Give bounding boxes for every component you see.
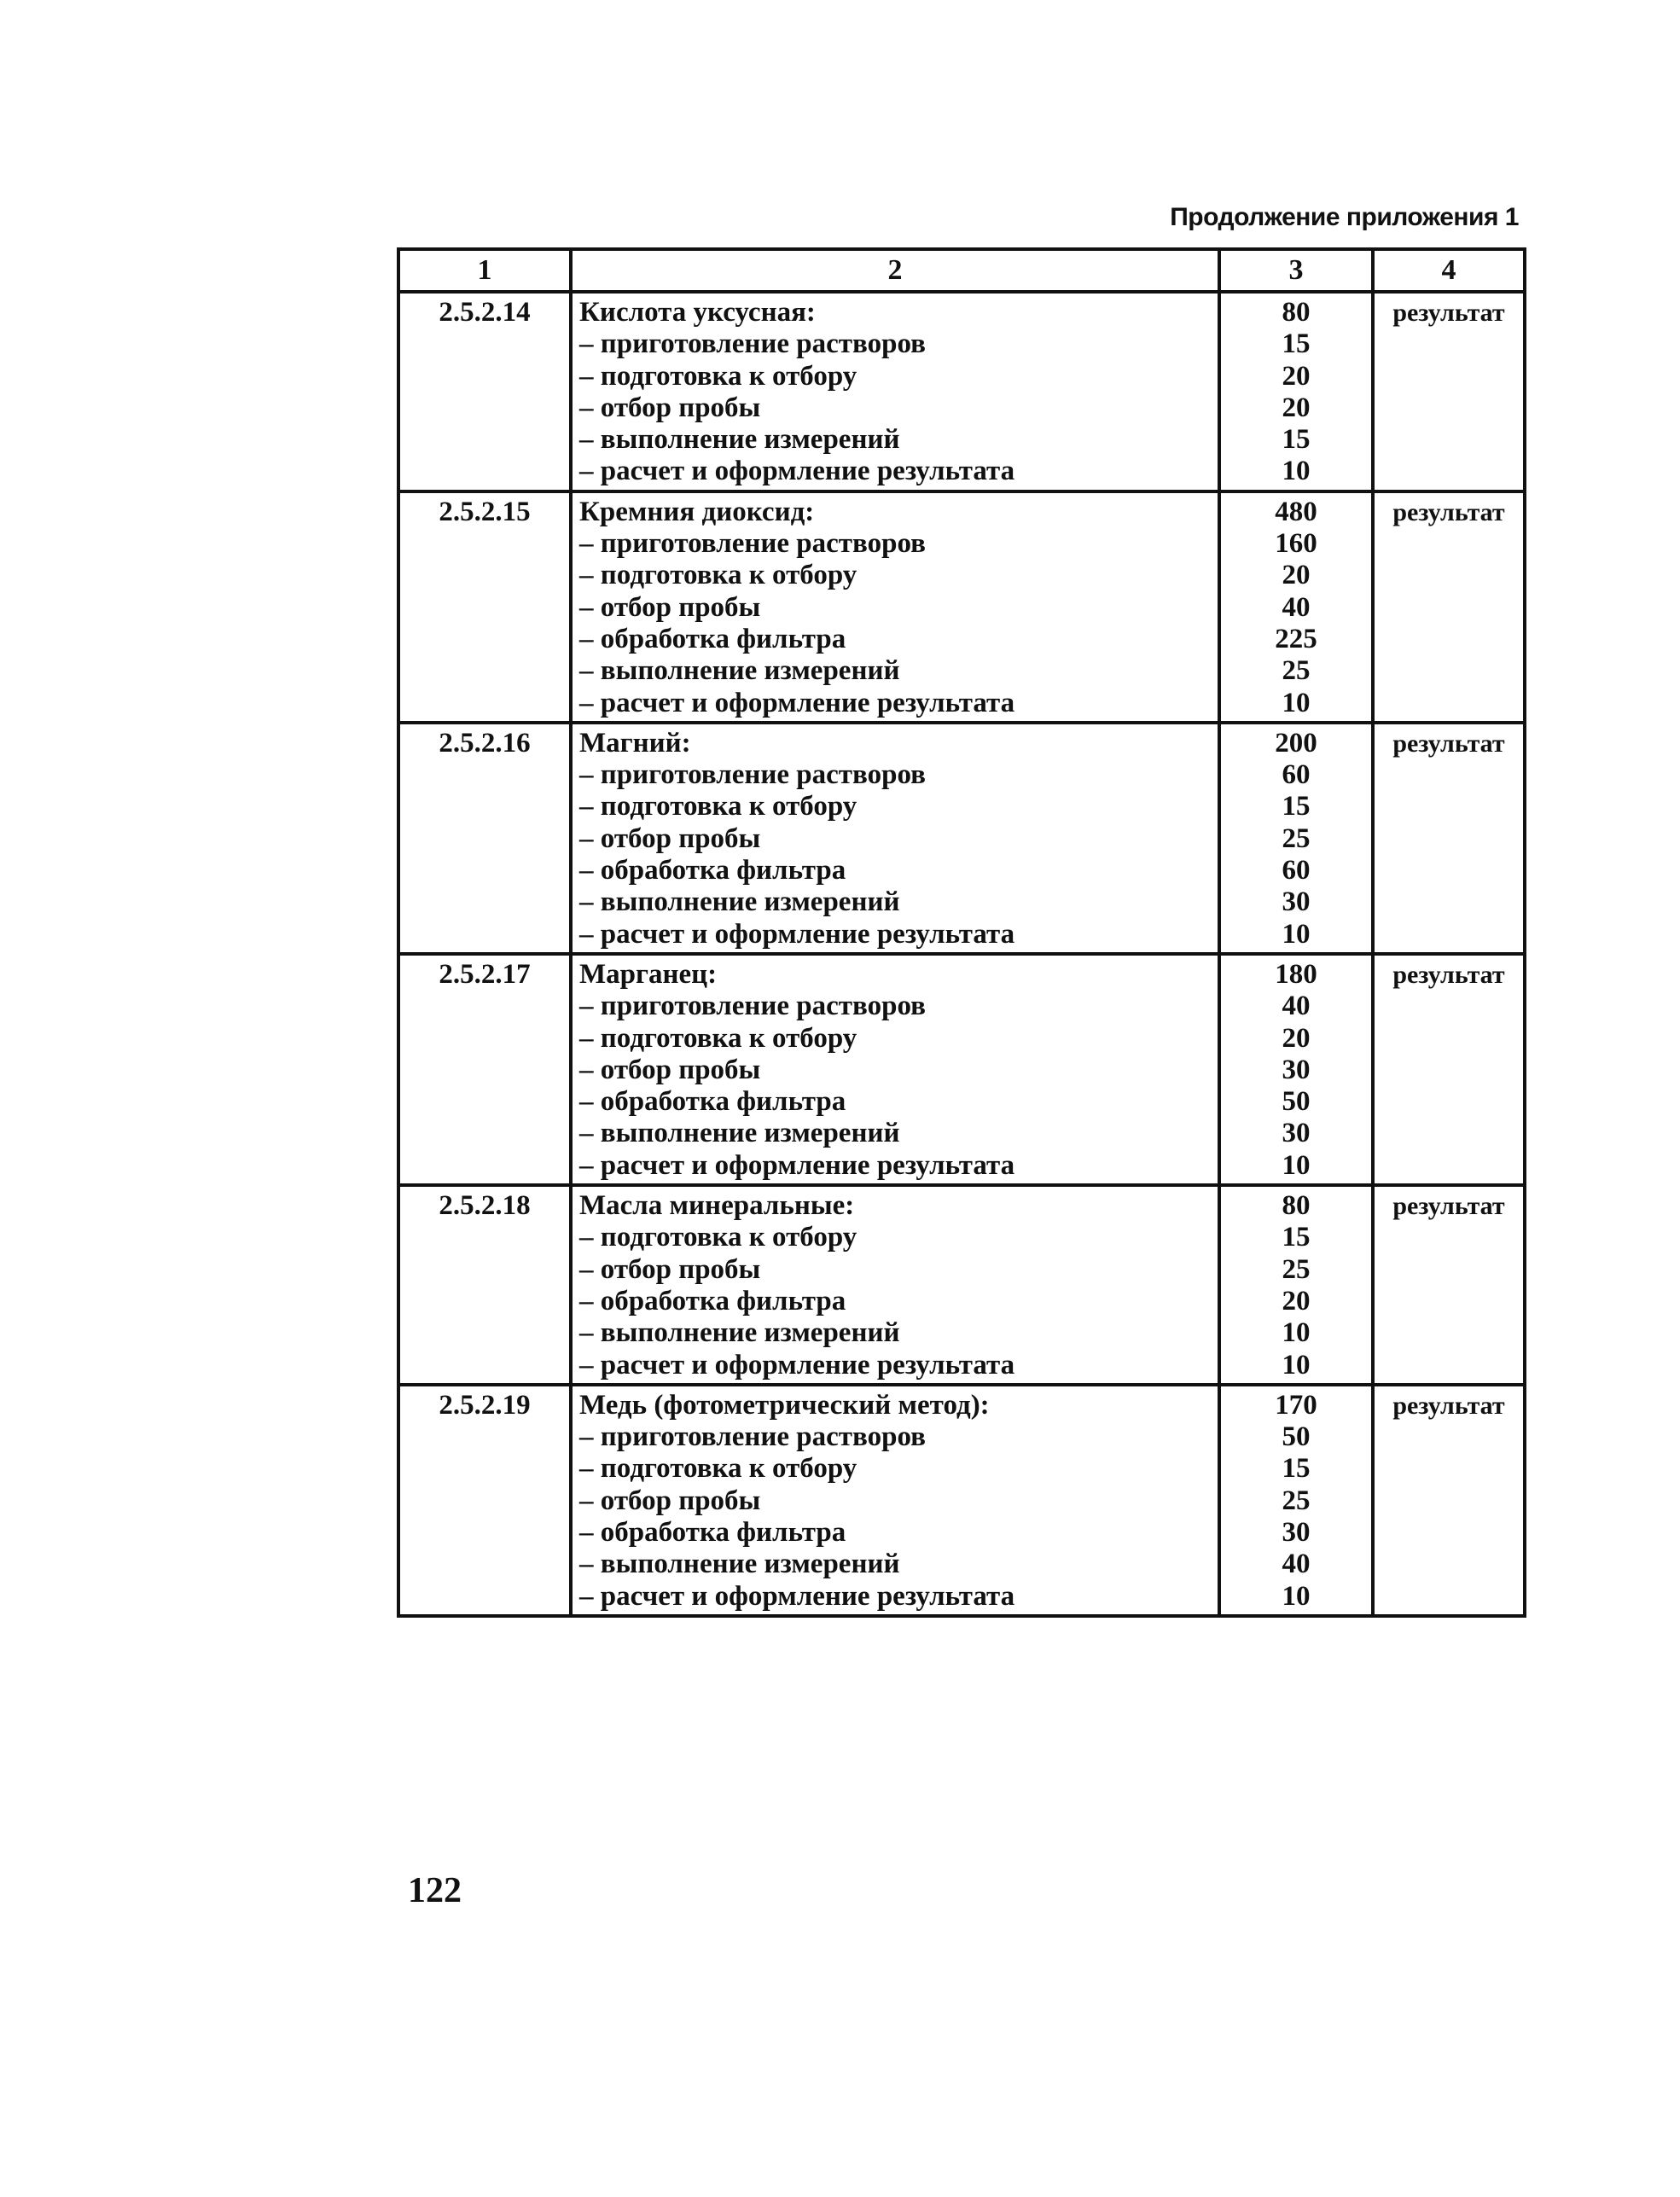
step-value: 25	[1282, 822, 1311, 854]
step-value: 50	[1282, 1086, 1311, 1118]
step-value: 20	[1282, 560, 1311, 591]
result-unit: результат	[1373, 1185, 1525, 1385]
step-value: 50	[1282, 1421, 1311, 1453]
table-row	[398, 1185, 1525, 1385]
step-value: 225	[1275, 623, 1317, 654]
step-value: 60	[1282, 855, 1311, 886]
step-name: – приготовление растворов	[579, 1421, 926, 1453]
step-name: – выполнение измерений	[579, 1118, 900, 1149]
column-header-4: 4	[1373, 249, 1525, 292]
column-header-2: 2	[571, 249, 1219, 292]
step-name: – выполнение измерений	[579, 1549, 900, 1580]
substance-title: Марганец:	[579, 958, 718, 990]
step-value: 10	[1282, 1149, 1311, 1181]
step-name: – расчет и оформление результата	[579, 687, 1015, 718]
step-value: 15	[1282, 1222, 1311, 1253]
table-row	[398, 954, 1525, 1185]
step-value: 15	[1282, 791, 1311, 822]
step-name: – выполнение измерений	[579, 424, 900, 456]
substance-title: Магний:	[579, 727, 691, 758]
operation-list	[571, 491, 1219, 723]
column-header-3: 3	[1219, 249, 1373, 292]
header-row	[398, 249, 1525, 292]
step-name: – приготовление растворов	[579, 991, 926, 1022]
step-name: – расчет и оформление результата	[579, 1349, 1015, 1380]
step-name: – выполнение измерений	[579, 1317, 900, 1349]
time-values	[1219, 1185, 1373, 1385]
item-code: 2.5.2.14	[398, 292, 571, 491]
item-code: 2.5.2.19	[398, 1385, 571, 1616]
step-value: 15	[1282, 1453, 1311, 1485]
substance-title: Масла минеральные:	[579, 1190, 855, 1222]
table-body	[398, 292, 1525, 1616]
step-name: – расчет и оформление результата	[579, 456, 1015, 487]
step-name: – расчет и оформление результата	[579, 1580, 1015, 1612]
step-name: – обработка фильтра	[579, 1516, 846, 1548]
step-value: 10	[1282, 1317, 1311, 1349]
step-name: – подготовка к отбору	[579, 1222, 857, 1253]
operation-list	[571, 723, 1219, 954]
step-value: 25	[1282, 1485, 1311, 1516]
step-value: 60	[1282, 759, 1311, 791]
total-value: 200	[1275, 727, 1317, 758]
step-value: 10	[1282, 1349, 1311, 1380]
step-name: – подготовка к отбору	[579, 360, 857, 392]
step-value: 30	[1282, 1516, 1311, 1548]
step-value: 15	[1282, 328, 1311, 360]
step-value: 20	[1282, 360, 1311, 392]
step-value: 20	[1282, 1022, 1311, 1054]
step-name: – отбор пробы	[579, 1054, 761, 1085]
step-name: – обработка фильтра	[579, 1285, 846, 1316]
time-values	[1219, 292, 1373, 491]
item-code: 2.5.2.15	[398, 491, 571, 723]
appendix-caption: Продолжение приложения 1	[1170, 203, 1519, 231]
step-value: 40	[1282, 591, 1311, 623]
step-value: 10	[1282, 456, 1311, 487]
result-unit: результат	[1373, 1385, 1525, 1616]
step-value: 20	[1282, 392, 1311, 423]
step-value: 40	[1282, 1549, 1311, 1580]
step-value: 10	[1282, 1580, 1311, 1612]
step-value: 160	[1275, 528, 1317, 560]
step-name: – подготовка к отбору	[579, 1453, 857, 1485]
substance-title: Медь (фотометрический метод):	[579, 1389, 990, 1421]
step-name: – подготовка к отбору	[579, 791, 857, 822]
step-name: – выполнение измерений	[579, 655, 900, 687]
operation-list	[571, 292, 1219, 491]
step-name: – отбор пробы	[579, 591, 761, 623]
step-value: 15	[1282, 424, 1311, 456]
time-values	[1219, 723, 1373, 954]
step-name: – отбор пробы	[579, 822, 761, 854]
step-name: – обработка фильтра	[579, 855, 846, 886]
step-name: – обработка фильтра	[579, 1086, 846, 1118]
step-value: 25	[1282, 1253, 1311, 1285]
step-value: 40	[1282, 991, 1311, 1022]
page-number: 122	[408, 1871, 462, 1910]
operation-list	[571, 1385, 1219, 1616]
result-unit: результат	[1373, 491, 1525, 723]
item-code: 2.5.2.18	[398, 1185, 571, 1385]
step-name: – выполнение измерений	[579, 886, 900, 918]
total-value: 180	[1275, 958, 1317, 990]
time-values	[1219, 1385, 1373, 1616]
step-value: 10	[1282, 918, 1311, 950]
step-value: 30	[1282, 1054, 1311, 1085]
total-value: 80	[1282, 1190, 1311, 1222]
step-value: 30	[1282, 1118, 1311, 1149]
time-values	[1219, 954, 1373, 1185]
step-name: – подготовка к отбору	[579, 1022, 857, 1054]
appendix-table	[397, 247, 1526, 1618]
table-row	[398, 723, 1525, 954]
result-unit: результат	[1373, 954, 1525, 1185]
table-row	[398, 491, 1525, 723]
table-row	[398, 1385, 1525, 1616]
total-value: 80	[1282, 297, 1311, 328]
operation-list	[571, 954, 1219, 1185]
step-value: 30	[1282, 886, 1311, 918]
time-values	[1219, 491, 1373, 723]
step-value: 20	[1282, 1285, 1311, 1316]
column-header-1: 1	[398, 249, 571, 292]
item-code: 2.5.2.17	[398, 954, 571, 1185]
step-name: – приготовление растворов	[579, 528, 926, 560]
step-name: – отбор пробы	[579, 1253, 761, 1285]
table-header	[398, 249, 1525, 292]
step-name: – отбор пробы	[579, 392, 761, 423]
substance-title: Кремния диоксид:	[579, 496, 815, 527]
total-value: 480	[1275, 496, 1317, 527]
step-name: – приготовление растворов	[579, 759, 926, 791]
step-name: – отбор пробы	[579, 1485, 761, 1516]
step-name: – расчет и оформление результата	[579, 1149, 1015, 1181]
step-name: – приготовление растворов	[579, 328, 926, 360]
step-name: – расчет и оформление результата	[579, 918, 1015, 950]
step-value: 25	[1282, 655, 1311, 687]
item-code: 2.5.2.16	[398, 723, 571, 954]
total-value: 170	[1275, 1389, 1317, 1421]
result-unit: результат	[1373, 723, 1525, 954]
step-name: – обработка фильтра	[579, 623, 846, 654]
step-value: 10	[1282, 687, 1311, 718]
step-name: – подготовка к отбору	[579, 560, 857, 591]
table-row	[398, 292, 1525, 491]
operation-list	[571, 1185, 1219, 1385]
result-unit: результат	[1373, 292, 1525, 491]
substance-title: Кислота уксусная:	[579, 297, 816, 328]
